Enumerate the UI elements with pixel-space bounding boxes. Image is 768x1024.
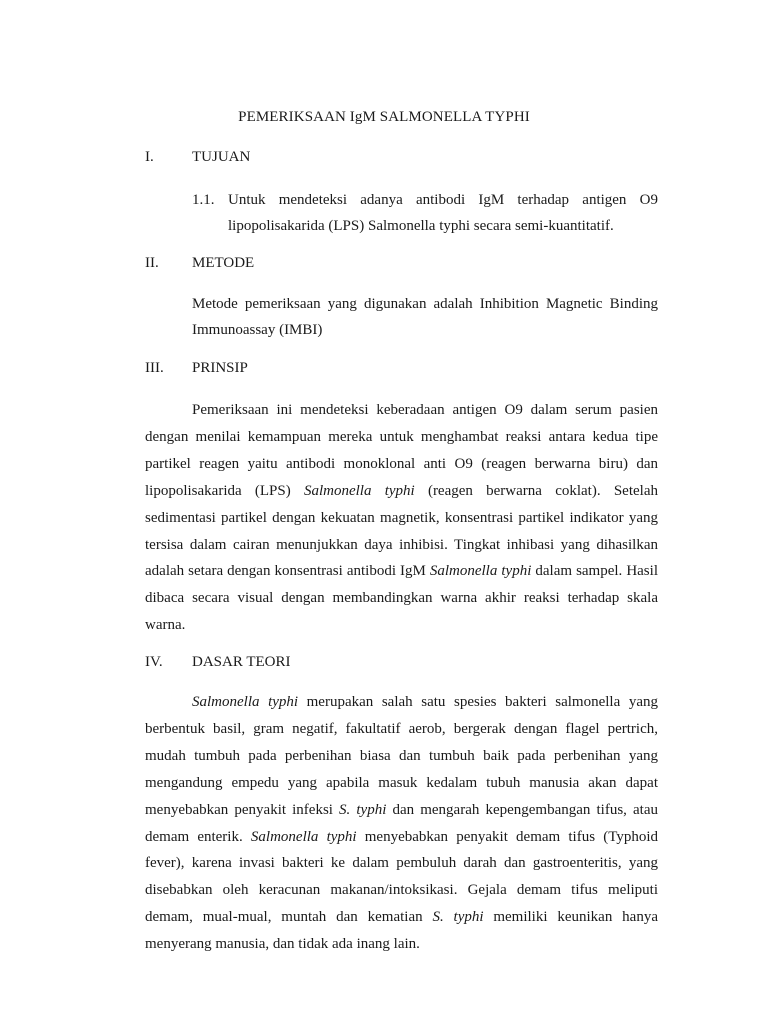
prinsip-paragraph [145,397,658,639]
text-run: memiliki keunikan hanya menyerang manusia, dan tidak ada inang lain. [145,909,658,953]
tujuan-item [192,187,658,239]
section-number: I. [145,149,154,165]
italic-term: Salmonella typhi [429,563,532,580]
section-heading-tujuan [145,149,250,166]
section-heading-metode [145,255,254,272]
section-title: DASAR TEORI [192,654,291,670]
section-title: METODE [192,255,255,271]
italic-term: S. typhi [339,801,387,818]
section-number: IV. [145,654,163,670]
italic-term: S. typhi [432,909,484,926]
text-run: dalam sampel. Hasil dibaca secara visual dengan membandingkan warna akhir reaksi terhadap skala warna. [145,563,658,634]
item-text: Untuk mendeteksi adanya antibodi IgM terhadap antigen O9 lipopolisakarida (LPS) Salmonella typhi secara semi-kuantitatif. [228,192,658,234]
text-run: Pemeriksaan ini mendeteksi keberadaan antigen O9 dalam serum pasien dengan menilai kemampuan mereka untuk menghambat reaksi antara kedua tipe partikel reagen yaitu antibodi monoklonal anti O9 (reagen berwarna biru) dan lipopolisakarida (LPS) [145,402,658,499]
italic-term: Salmonella typhi [192,694,299,710]
section-number: III. [145,360,164,376]
text-run: dan mengarah kepengembangan tifus, atau demam enterik. [145,801,658,845]
dasar-teori-paragraph [145,689,658,958]
text-run: merupakan salah satu spesies bakteri salmonella yang berbentuk basil, gram negatif, fakultatif aerob, bergerak dengan flagel pertrich, mudah tumbuh pada perbenihan biasa dan tumbuh baik pada perbenihan yang mengandung empedu yang apabila masuk kedalam tubuh manusia akan dapat menyebabkan penyakit infeksi [145,694,658,818]
section-heading-prinsip [145,360,248,377]
section-heading-dasar-teori [145,654,290,671]
item-number: 1.1. [192,192,215,208]
metode-paragraph: Metode pemeriksaan yang digunakan adalah Inhibition Magnetic Binding Immunoassay (IMBI) [192,296,658,338]
text-run: menyebabkan penyakit demam tifus (Typhoid fever), karena invasi bakteri ke dalam pembuluh darah dan gastroenteritis, yang disebabkan oleh keracunan makanan/intoksikasi. Gejala demam tifus meliputi demam, mual-mual, muntah dan kematian [145,828,659,926]
text-run: (reagen berwarna coklat). Setelah sedimentasi partikel dengan kekuatan magnetik, konsentrasi partikel indikator yang tersisa dalam cairan menunjukkan daya inhibisi. Tingkat inhibasi yang dihasilkan adalah setara dengan konsentrasi antibodi IgM [145,482,658,580]
italic-term: Salmonella typhi [303,482,415,499]
section-number: II. [145,255,159,271]
section-title: TUJUAN [192,149,251,165]
document-title: PEMERIKSAAN IgM SALMONELLA TYPHI [238,109,530,125]
italic-term: Salmonella typhi [250,828,357,845]
section-title: PRINSIP [192,360,248,376]
